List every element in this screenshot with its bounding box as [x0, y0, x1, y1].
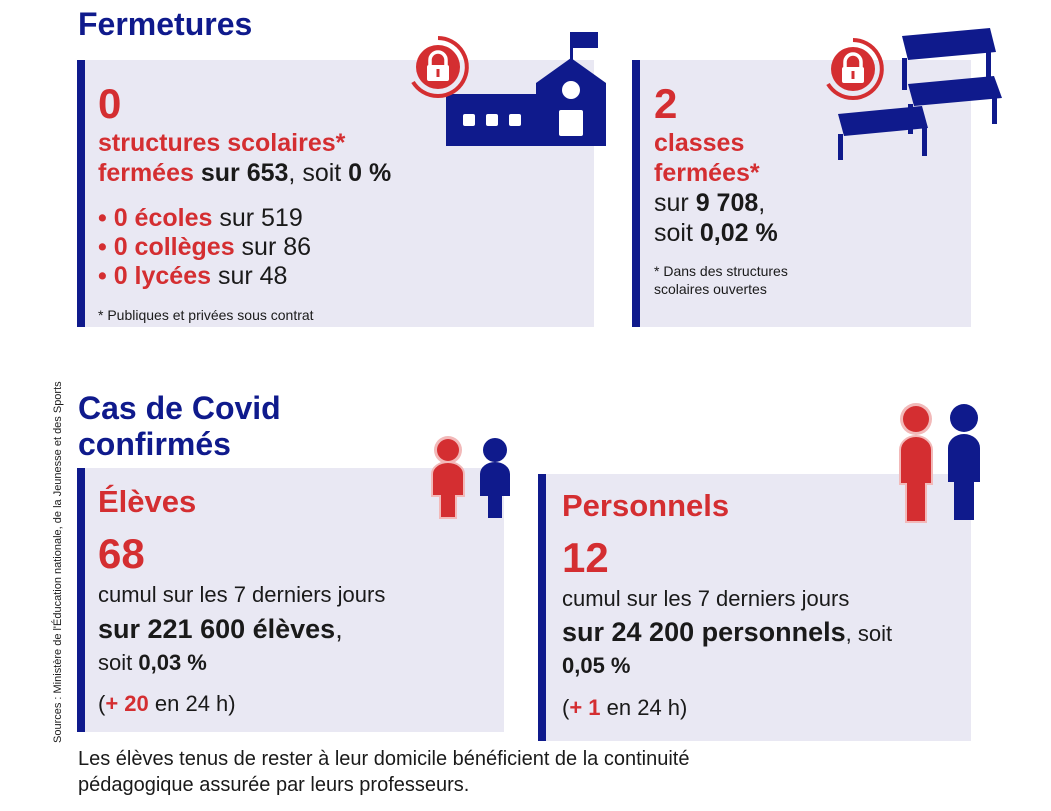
classes-label: classes [654, 129, 745, 157]
lock-icon [407, 36, 469, 98]
section-title-fermetures: Fermetures [78, 6, 253, 42]
eleves-title: Élèves [98, 484, 197, 519]
personnels-number: 12 [562, 534, 609, 581]
list-item-ecoles-count: • 0 écoles [98, 204, 213, 232]
list-item-lycees-total: sur 48 [211, 262, 288, 290]
card-accent-bar [77, 60, 85, 327]
personnels-pct [562, 652, 631, 680]
structures-ratio [98, 158, 391, 188]
personnels-total [562, 616, 892, 650]
eleves-pct-prefix: soit [98, 650, 139, 675]
card-accent-bar [538, 474, 546, 741]
list-item-lycees [98, 261, 287, 291]
eleves-delta-suffix: en 24 h) [148, 691, 236, 716]
eleves-total-value: sur 221 600 élèves [98, 614, 336, 644]
card-accent-bar [77, 468, 85, 732]
classes-pct [654, 218, 778, 248]
card-accent-bar [632, 60, 640, 327]
eleves-number: 68 [98, 530, 145, 577]
section-title-covid: Cas de Covid [78, 390, 281, 426]
personnels-title: Personnels [562, 488, 730, 523]
personnels-delta-suffix: en 24 h) [600, 695, 688, 720]
structures-footnote: * Publiques et privées sous contrat [98, 307, 314, 323]
personnels-delta-value: + 1 [569, 695, 601, 720]
classes-total-value: 9 708 [695, 189, 759, 217]
structures-ratio-label: fermées [98, 159, 194, 187]
classes-footnote-2: scolaires ouvertes [654, 281, 767, 297]
personnels-delta [562, 694, 687, 722]
eleves-delta-value: + 20 [105, 691, 149, 716]
personnels-pct-value: 0,05 % [562, 653, 631, 678]
list-item-colleges-total: sur 86 [234, 233, 312, 261]
personnels-total-value: sur 24 200 personnels [562, 617, 846, 647]
eleves-cumul: cumul sur les 7 derniers jours [98, 582, 386, 607]
structures-ratio-total: sur 653 [193, 159, 289, 187]
classes-footnote-1: * Dans des structures [654, 263, 788, 279]
personnels-delta-open: ( [562, 695, 570, 720]
staff-icon [896, 402, 988, 524]
eleves-delta [98, 690, 236, 718]
footer-line-2: pédagogique assurée par leurs professeurs. [78, 774, 470, 796]
structures-ratio-pct: 0 % [348, 159, 392, 187]
eleves-total [98, 613, 343, 645]
list-item-ecoles [98, 203, 303, 233]
structures-number: 0 [98, 80, 122, 127]
section-title-covid-2: confirmés [78, 426, 231, 462]
school-icon [446, 28, 606, 148]
list-item-ecoles-total: sur 519 [212, 204, 303, 232]
list-item-lycees-count: • 0 lycées [98, 262, 212, 290]
classes-total [654, 188, 765, 218]
personnels-cumul: cumul sur les 7 derniers jours [562, 586, 850, 611]
classes-label-2: fermées* [654, 159, 760, 187]
classes-pct-prefix: soit [654, 219, 700, 247]
classes-total-prefix: sur [654, 189, 696, 217]
eleves-delta-open: ( [98, 691, 106, 716]
classes-pct-value: 0,02 % [699, 219, 778, 247]
student-icon [428, 436, 516, 520]
personnels-total-suffix: , soit [845, 621, 893, 646]
classes-total-suffix: , [758, 189, 766, 217]
structures-ratio-text: , soit [288, 159, 349, 187]
classes-number: 2 [654, 80, 678, 127]
list-item-colleges [98, 232, 311, 262]
structures-label: structures scolaires* [98, 129, 346, 157]
footer-line-1: Les élèves tenus de rester à leur domicile bénéficient de la continuité [78, 748, 690, 770]
eleves-pct-value: 0,03 % [138, 650, 207, 675]
lock-icon [822, 38, 884, 100]
eleves-total-suffix: , [335, 614, 343, 644]
source-note: Sources : Ministère de l'Éducation nationale, de la Jeunesse et des Sports [52, 381, 64, 743]
list-item-colleges-count: • 0 collèges [98, 233, 235, 261]
eleves-pct [98, 649, 207, 677]
